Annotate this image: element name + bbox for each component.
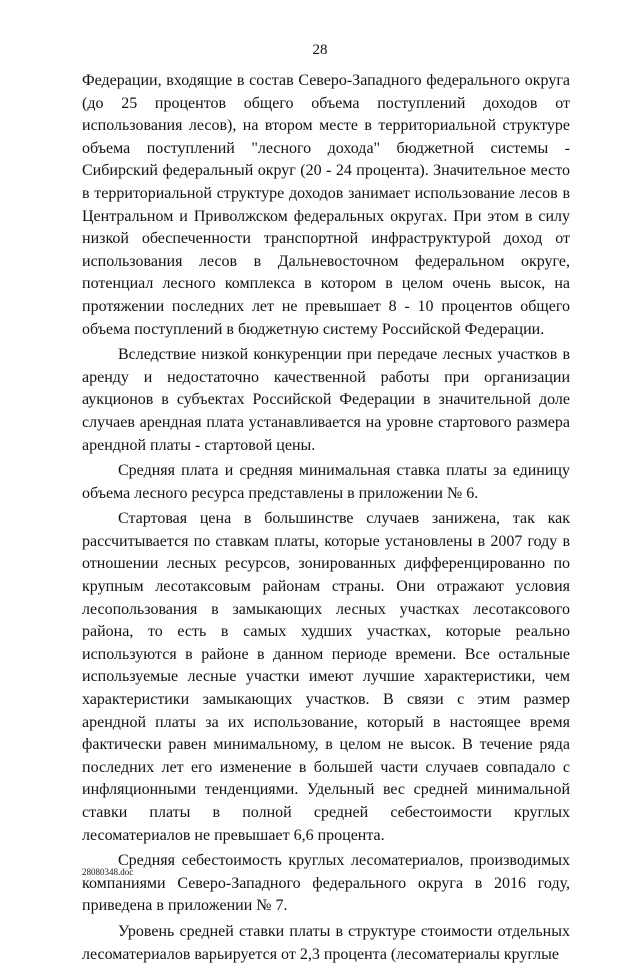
paragraph-low-competition: Вследствие низкой конкуренции при передаче лесных участков в аренду и недостаточно качественной работы при организации аукционов в субъектах Российской Федерации в значительной доле случаев арендная плата устанавливается на уровне стартового размера арендной платы - стартовой цены. [82,346,570,454]
paragraph-average-fee: Средняя плата и средняя минимальная ставка платы за единицу объема лесного ресурса представлены в приложении № 6. [82,462,570,502]
document-file-code: 28080348.doc [82,867,134,877]
document-body [82,70,570,969]
paragraph-starting-price: Стартовая цена в большинстве случаев занижена, так как рассчитывается по ставкам платы, которые установлены в 2007 году в отношении лесных ресурсов, зонированных дифференцированно по крупным лесотаксовым районам страны. Они отражают условия лесопользования в замыкающих лесных участках лесотаксового района, то есть в самых худших участках, которые реально используются в районе в данном периоде времени. Все остальные используемые лесные участки имеют лучшие характеристики, чем характеристики замыкающих участков. В связи с этим размер арендной платы за их использование, который в настоящее время фактически равен минимальному, в целом не высок. В течение ряда последних лет его изменение в большей части случаев совпадало с инфляционными тенденциями. Удельный вес средней минимальной ставки платы в полной средней себестоимости круглых лесоматериалов не превышает 6,6 процента. [82,510,570,844]
paragraph-average-cost: Средняя себестоимость круглых лесоматериалов, производимых компаниями Северо-Западного федерального округа в 2016 году, приведена в приложении № 7. [82,852,570,915]
page-number: 28 [312,42,328,58]
paragraph-continuation: Федерации, входящие в состав Северо-Западного федерального округа (до 25 процентов общего объема поступлений доходов от использования лесов), на втором месте в территориальной структуре объема поступлений "лесного дохода" бюджетной системы - Сибирский федеральный округ (20 - 24 процента). Значительное место в территориальной структуре доходов занимает использование лесов в Центральном и Приволжском федеральных округах. При этом в силу низкой обеспеченности транспортной инфраструктурой доход от использования лесов в Дальневосточном федеральном округе, потенциал лесного комплекса в котором в целом очень высок, на протяжении последних лет не превышает 8 - 10 процентов общего объема поступлений в бюджетную систему Российской Федерации. [82,72,570,338]
paragraph-rate-level: Уровень средней ставки платы в структуре стоимости отдельных лесоматериалов варьируется от 2,3 процента (лесоматериалы круглые [82,922,570,963]
